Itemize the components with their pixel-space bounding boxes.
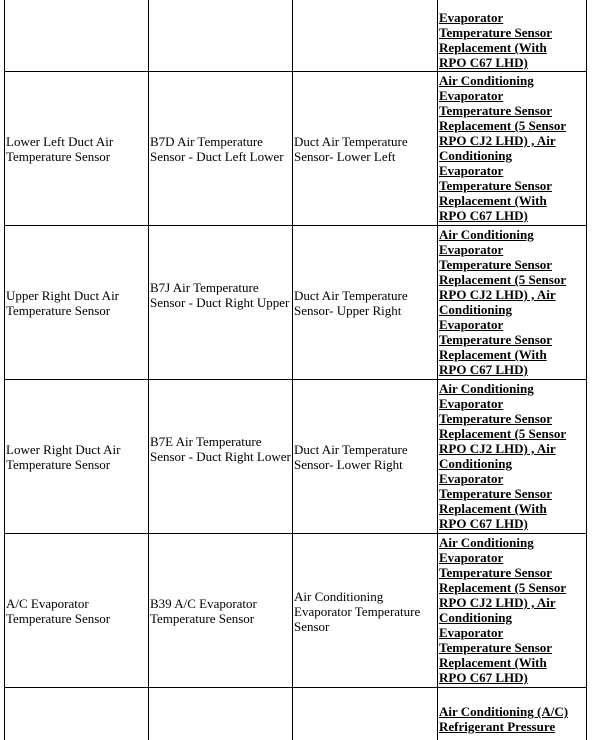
link-line[interactable]: RPO C67 LHD) <box>439 670 528 685</box>
column-divider <box>437 0 438 740</box>
link-line[interactable]: RPO C67 LHD) <box>439 208 528 223</box>
link-line[interactable]: Conditioning <box>439 610 512 625</box>
component-name: Upper Right Duct Air Temperature Sensor <box>6 288 120 318</box>
schematic-reference: B39 A/C Evaporator Temperature Sensor <box>150 596 257 626</box>
link-line[interactable]: Evaporator <box>439 10 504 25</box>
link-line[interactable]: Temperature Sensor <box>439 257 553 272</box>
schematic-reference: B7E Air Temperature Sensor - Duct Right Lower <box>150 434 291 464</box>
link-line[interactable]: Air Conditioning <box>439 381 534 396</box>
procedure-links <box>439 704 585 734</box>
link-line[interactable]: Replacement (5 Sensor <box>439 272 567 287</box>
schematic-reference: B7D Air Temperature Sensor - Duct Left Lower <box>150 134 284 164</box>
link-line[interactable]: Temperature Sensor <box>439 178 553 193</box>
component-description: Duct Air Temperature Sensor- Lower Right <box>294 442 408 472</box>
link-line[interactable]: Evaporator <box>439 88 504 103</box>
link-line[interactable]: Temperature Sensor <box>439 332 553 347</box>
link-line[interactable]: Replacement (With <box>439 501 547 516</box>
procedure-links <box>439 381 585 531</box>
column-divider <box>292 0 293 740</box>
link-line[interactable]: Air Conditioning <box>439 73 534 88</box>
link-line[interactable]: Evaporator <box>439 242 504 257</box>
procedure-link[interactable] <box>439 10 585 70</box>
link-line[interactable]: Replacement (With <box>439 347 547 362</box>
table-border-right <box>586 0 587 740</box>
link-line[interactable]: RPO CJ2 LHD) , Air <box>439 133 556 148</box>
link-line[interactable]: Air Conditioning <box>439 227 534 242</box>
link-line[interactable]: Replacement (With <box>439 193 547 208</box>
link-line[interactable]: Evaporator <box>439 317 504 332</box>
link-line[interactable]: Replacement (5 Sensor <box>439 118 567 133</box>
procedure-links <box>439 535 585 685</box>
link-line[interactable]: Evaporator <box>439 396 504 411</box>
link-line[interactable]: Replacement (With <box>439 40 547 55</box>
link-line[interactable]: Temperature Sensor <box>439 103 553 118</box>
link-line[interactable]: Replacement (With <box>439 655 547 670</box>
link-line[interactable]: Conditioning <box>439 148 512 163</box>
link-line[interactable]: Temperature Sensor <box>439 25 553 40</box>
component-description: Duct Air Temperature Sensor- Lower Left <box>294 134 408 164</box>
link-line[interactable]: Temperature Sensor <box>439 411 553 426</box>
link-line[interactable]: Evaporator <box>439 550 504 565</box>
procedure-links <box>439 227 585 377</box>
link-line[interactable]: Conditioning <box>439 456 512 471</box>
component-name: A/C Evaporator Temperature Sensor <box>6 596 111 626</box>
link-line[interactable]: RPO C67 LHD) <box>439 362 528 377</box>
link-line[interactable]: Evaporator <box>439 625 504 640</box>
link-line[interactable]: RPO CJ2 LHD) , Air <box>439 441 556 456</box>
link-line[interactable]: Air Conditioning <box>439 535 534 550</box>
table-border-left <box>4 0 5 740</box>
row-divider <box>4 225 586 226</box>
schematic-reference: B7J Air Temperature Sensor - Duct Right Upper <box>150 280 290 310</box>
link-line[interactable]: Temperature Sensor <box>439 640 553 655</box>
link-line[interactable]: RPO C67 LHD) <box>439 516 528 531</box>
procedure-links <box>439 73 585 223</box>
component-name: Lower Left Duct Air Temperature Sensor <box>6 134 114 164</box>
link-line[interactable]: RPO CJ2 LHD) , Air <box>439 287 556 302</box>
link-line[interactable]: Conditioning <box>439 302 512 317</box>
component-description: Duct Air Temperature Sensor- Upper Right <box>294 288 408 318</box>
component-description: Air Conditioning Evaporator Temperature Sensor <box>294 589 421 634</box>
link-line[interactable]: Temperature Sensor <box>439 565 553 580</box>
row-divider <box>4 533 586 534</box>
column-divider <box>148 0 149 740</box>
link-line[interactable]: RPO CJ2 LHD) , Air <box>439 595 556 610</box>
link-line[interactable]: Replacement (5 Sensor <box>439 580 567 595</box>
row-divider <box>4 71 586 72</box>
link-line[interactable]: Air Conditioning (A/C) <box>439 704 569 719</box>
link-line[interactable]: Temperature Sensor <box>439 486 553 501</box>
row-divider <box>4 379 586 380</box>
link-line[interactable]: Evaporator <box>439 163 504 178</box>
link-line[interactable]: Replacement (5 Sensor <box>439 426 567 441</box>
link-line[interactable]: RPO C67 LHD) <box>439 55 528 70</box>
component-name: Lower Right Duct Air Temperature Sensor <box>6 442 121 472</box>
link-line[interactable]: Evaporator <box>439 471 504 486</box>
row-divider <box>4 687 586 688</box>
link-line[interactable]: Refrigerant Pressure <box>439 719 556 734</box>
